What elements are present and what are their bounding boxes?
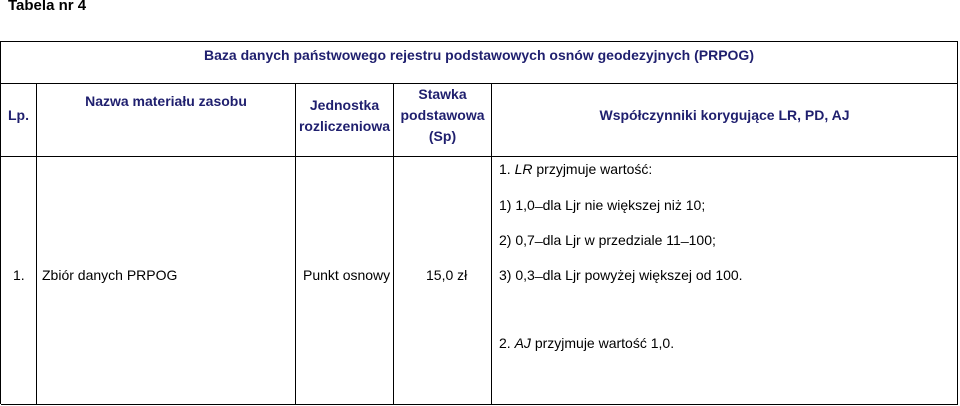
row-rate: 15,0 zł [426,267,468,283]
coef-lr-item-1: 1) 1,0 ̶ dla Ljr nie większej niż 10; [499,197,706,213]
row-lp: 1. [13,267,25,283]
header-rate-line3: (Sp) [428,128,457,144]
col-divider-rate [491,83,492,405]
tariff-table [0,41,958,404]
coef-aj: 2. AJ przyjmuje wartość 1,0. [499,335,675,351]
table-caption: Tabela nr 4 [8,0,87,14]
row-unit: Punkt osnowy [303,267,391,283]
header-unit-line2: rozliczeniowa [298,118,391,134]
header-material-name: Nazwa materiału zasobu [85,93,247,109]
title-row-divider [1,83,958,84]
header-lp: Lp. [8,107,29,123]
coef-lr-item-3: 3) 0,3 ̶ dla Ljr powyżej większej od 100. [499,267,743,283]
header-rate-line1: Stawka [418,86,467,102]
coef-lr-item-2: 2) 0,7 ̶ dla Ljr w przedziale 11 ̶ 100; [499,232,716,248]
header-coefficients: Współczynniki korygujące LR, PD, AJ [599,107,850,123]
table-bottom-border [1,404,958,405]
col-divider-lp [36,83,37,405]
header-rate-line2: podstawowa [400,107,485,123]
header-row-divider [1,156,958,157]
header-unit-line1: Jednostka [309,97,380,113]
row-material-name: Zbiór danych PRPOG [42,267,178,283]
table-title: Baza danych państwowego rejestru podstawowych osnów geodezyjnych (PRPOG) [204,47,754,63]
coef-lr-intro: 1. LR przyjmuje wartość: [499,161,653,177]
table-right-border [957,42,958,405]
